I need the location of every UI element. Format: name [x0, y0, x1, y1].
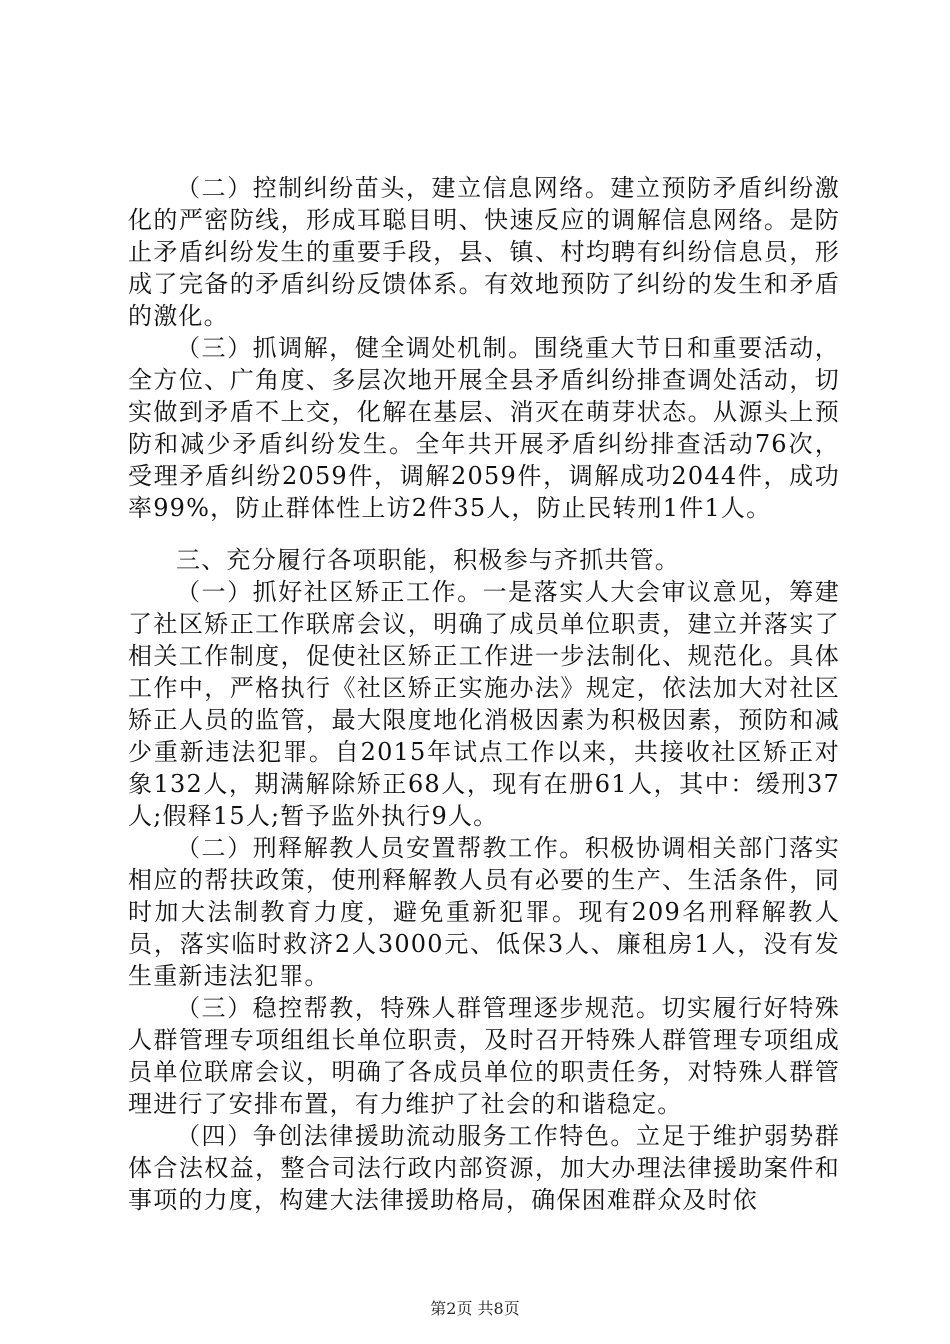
- document-body: [128, 172, 840, 1216]
- paragraph-released-persons: （二）刑释解教人员安置帮教工作。积极协调相关部门落实相应的帮扶政策，使刑释解教人员有必要的生产、生活条件，同时加大法制教育力度，避免重新犯罪。现有209名刑释解教人员，落实临时救济2人3000元、低保3人、廉租房1人，没有发生重新违法犯罪。: [128, 834, 840, 990]
- paragraph-special-groups: （三）稳控帮教，特殊人群管理逐步规范。切实履行好特殊人群管理专项组组长单位职责，及时召开特殊人群管理专项组成员单位联席会议，明确了各成员单位的职责任务，对特殊人群管理进行了安排布置，有力维护了社会的和谐稳定。: [128, 994, 840, 1118]
- section-heading-three: 三、充分履行各项职能，积极参与齐抓共管。: [176, 546, 680, 574]
- paragraph-dispute-prevention: （二）控制纠纷苗头，建立信息网络。建立预防矛盾纠纷激化的严密防线，形成耳聪目明、快速反应的调解信息网络。是防止矛盾纠纷发生的重要手段，县、镇、村均聘有纠纷信息员，形成了完备的矛盾纠纷反馈体系。有效地预防了纠纷的发生和矛盾的激化。: [128, 174, 840, 330]
- page-footer: 第2页 共8页: [430, 1299, 520, 1318]
- paragraph-community-correction: （一）抓好社区矫正工作。一是落实人大会审议意见，筹建了社区矫正工作联席会议，明确了成员单位职责，建立并落实了相关工作制度，促使社区矫正工作进一步法制化、规范化。具体工作中，严格执行《社区矫正实施办法》规定，依法加大对社区矫正人员的监管，最大限度地化消极因素为积极因素，预防和减少重新违法犯罪。自2015年试点工作以来，共接收社区矫正对象132人，期满解除矫正68人，现有在册61人，其中：缓刑37人;假释15人;暂予监外执行9人。: [128, 578, 840, 830]
- paragraph-mediation-mechanism: （三）抓调解，健全调处机制。围绕重大节日和重要活动，全方位、广角度、多层次地开展全县矛盾纠纷排查调处活动，切实做到矛盾不上交，化解在基层、消灭在萌芽状态。从源头上预防和减少矛盾纠纷发生。全年共开展矛盾纠纷排查活动76次，受理矛盾纠纷2059件，调解2059件，调解成功2044件，成功率99%，防止群体性上访2件35人，防止民转刑1件1人。: [128, 334, 840, 522]
- paragraph-legal-aid: （四）争创法律援助流动服务工作特色。立足于维护弱势群体合法权益，整合司法行政内部资源，加大办理法律援助案件和事项的力度，构建大法律援助格局，确保困难群众及时依: [128, 1122, 840, 1214]
